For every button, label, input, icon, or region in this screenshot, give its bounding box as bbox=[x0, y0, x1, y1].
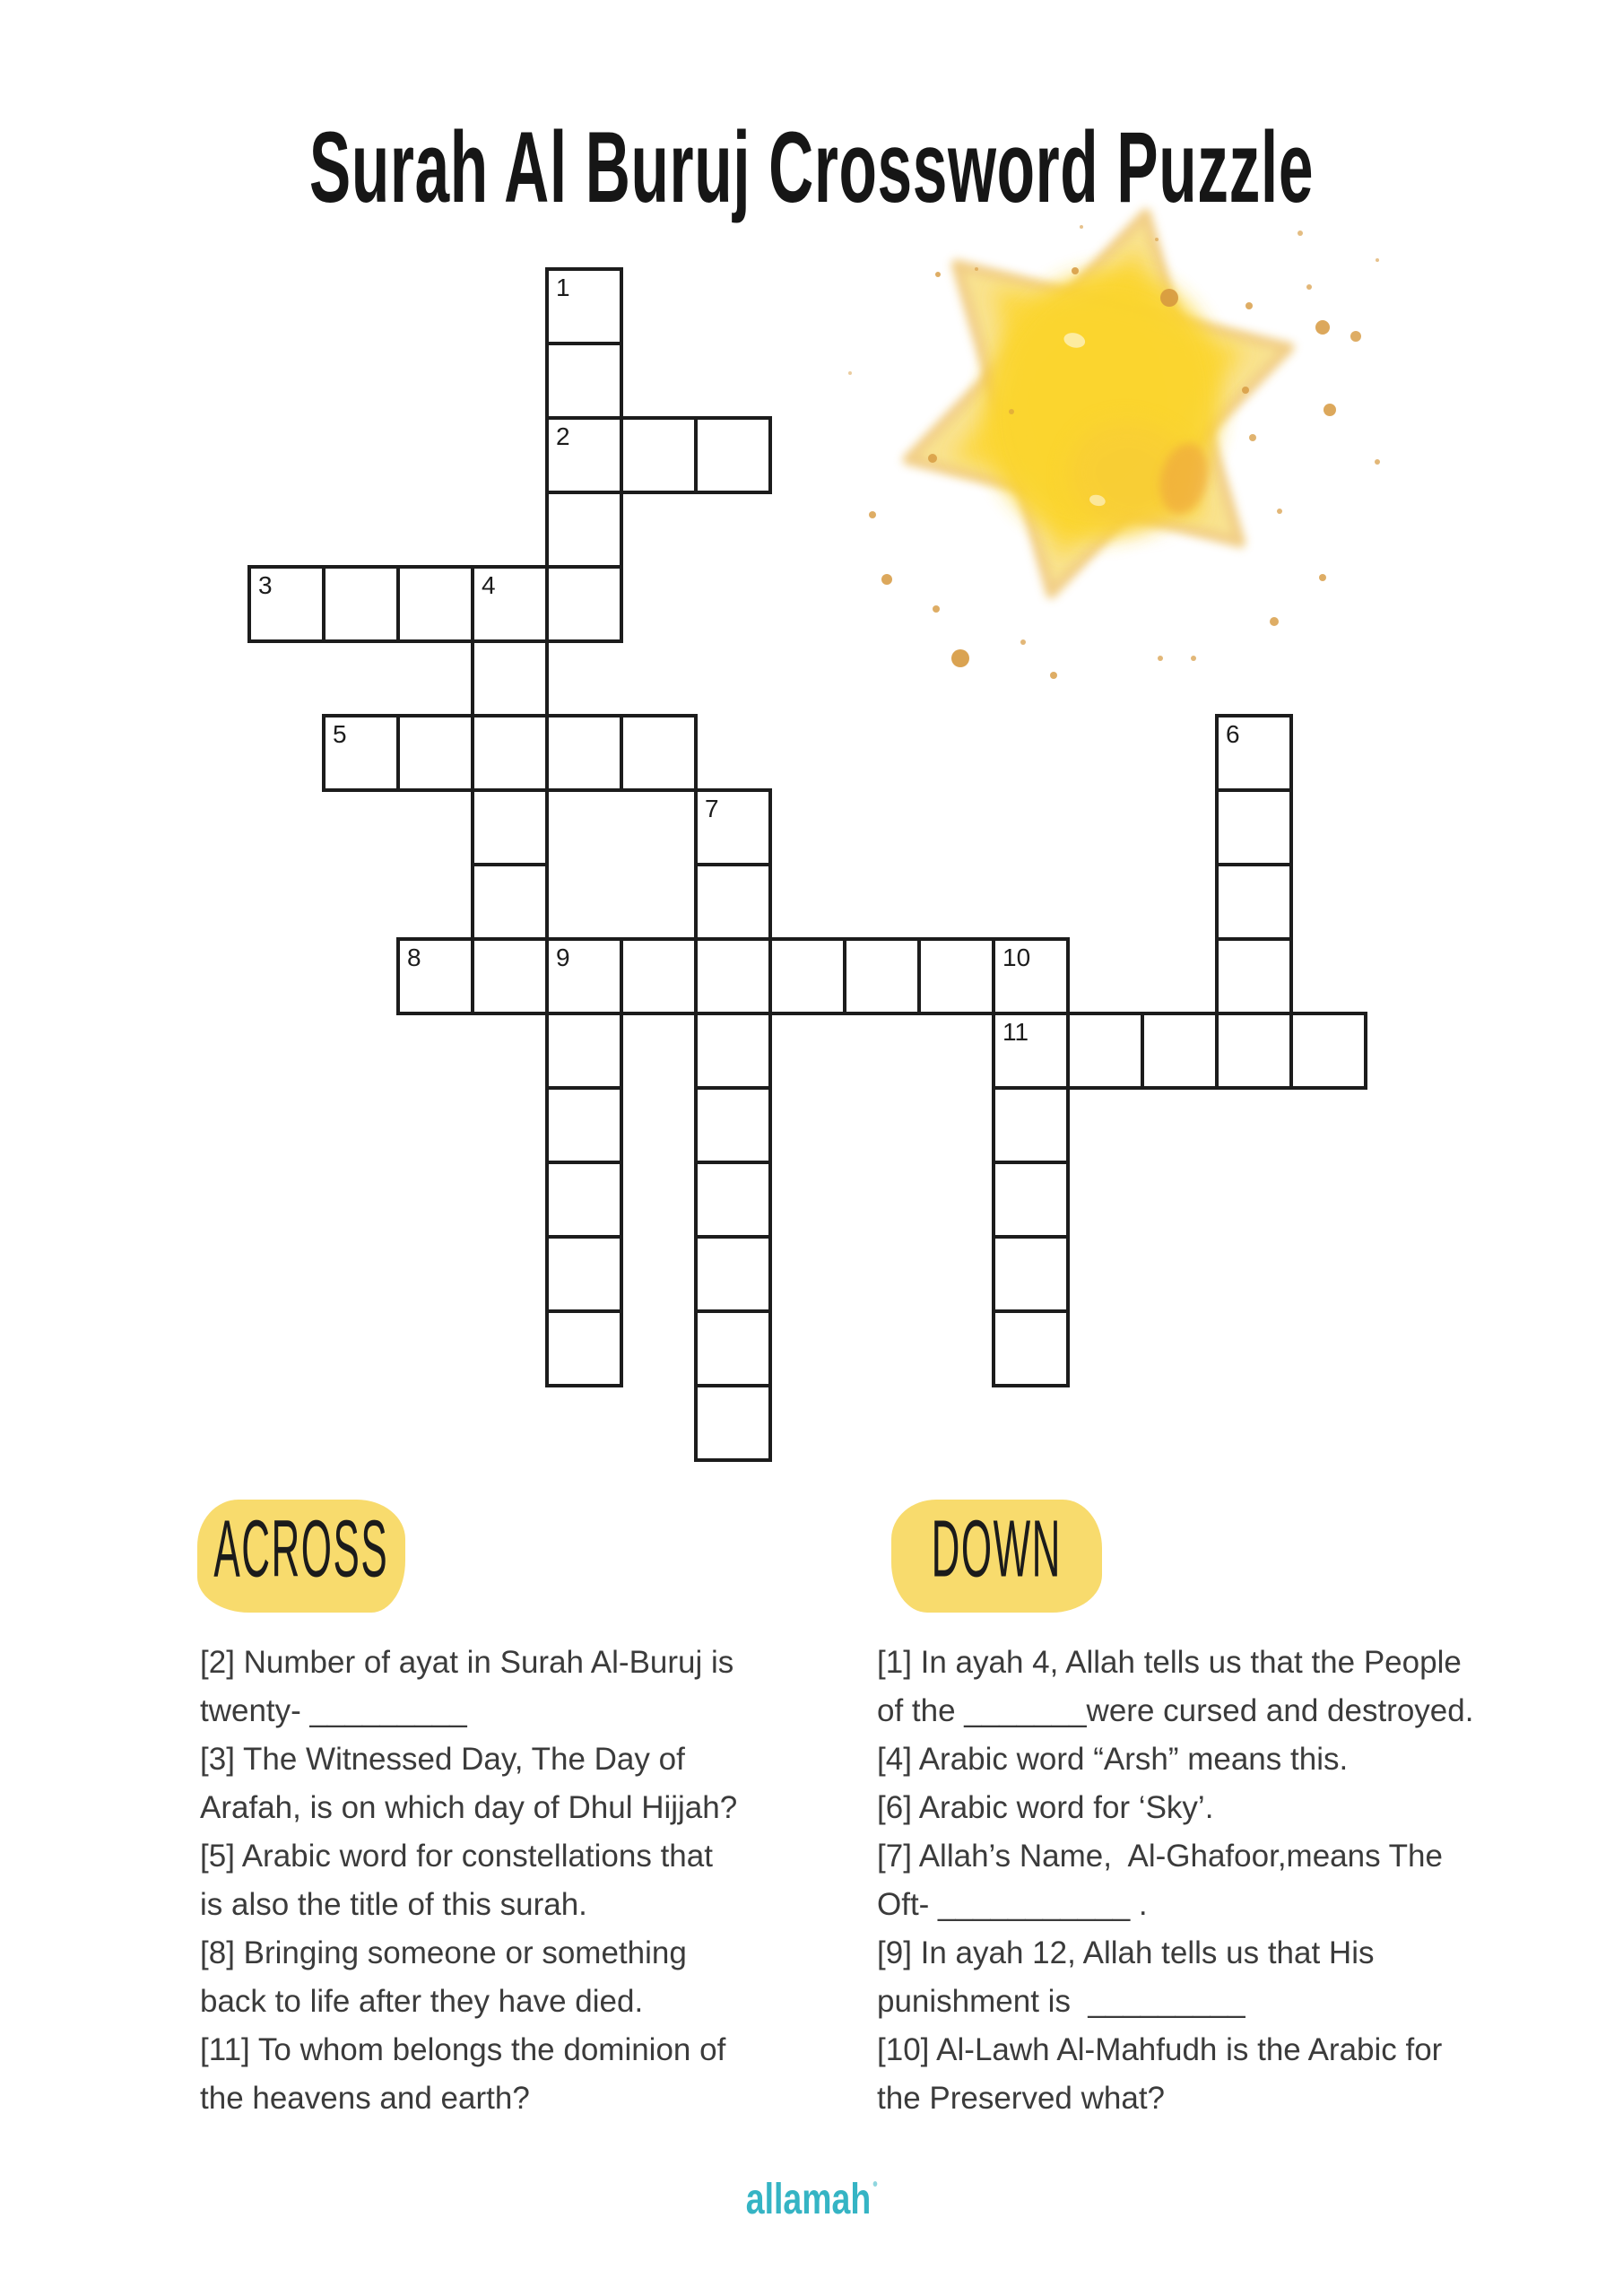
crossword-cell[interactable] bbox=[917, 937, 995, 1015]
crossword-cell[interactable] bbox=[471, 937, 549, 1015]
crossword-cell[interactable] bbox=[1141, 1012, 1219, 1090]
crossword-cell[interactable] bbox=[471, 714, 549, 792]
allamah-logo-text: allamah bbox=[745, 2176, 872, 2223]
crossword-cell[interactable] bbox=[471, 565, 549, 643]
crossword-cell[interactable] bbox=[545, 416, 623, 494]
crossword-cell[interactable] bbox=[545, 267, 623, 345]
allamah-logo bbox=[178, 2175, 1445, 2224]
crossword-cell[interactable] bbox=[1215, 863, 1293, 941]
clue-line: [9] In ayah 12, Allah tells us that His bbox=[877, 1935, 1375, 1970]
clue-6-down bbox=[877, 1784, 1473, 1832]
clue-line: Oft- ___________ . bbox=[877, 1887, 1148, 1922]
cell-number: 6 bbox=[1226, 720, 1240, 748]
crossword-cell[interactable] bbox=[843, 937, 921, 1015]
clue-line: [11] To whom belongs the dominion of bbox=[200, 2032, 726, 2067]
clue-line: [6] Arabic word for ‘Sky’. bbox=[877, 1790, 1214, 1825]
clue-line: [7] Allah’s Name, Al-Ghafoor,means The bbox=[877, 1839, 1443, 1874]
clue-5-across bbox=[200, 1832, 737, 1929]
crossword-cell[interactable] bbox=[1215, 937, 1293, 1015]
crossword-cell[interactable] bbox=[322, 714, 400, 792]
clue-line: of the _______were cursed and destroyed. bbox=[877, 1693, 1474, 1728]
crossword-cell[interactable] bbox=[1289, 1012, 1367, 1090]
cell-number: 3 bbox=[258, 571, 273, 599]
crossword-cell[interactable] bbox=[1215, 1012, 1293, 1090]
clue-9-down bbox=[877, 1929, 1473, 2026]
clue-line: [1] In ayah 4, Allah tells us that the People bbox=[877, 1645, 1462, 1680]
across-badge bbox=[197, 1500, 405, 1613]
crossword-cell[interactable] bbox=[471, 788, 549, 866]
across-clues-list bbox=[200, 1639, 737, 2123]
crossword-cell[interactable] bbox=[396, 937, 474, 1015]
crossword-cell[interactable] bbox=[694, 1235, 772, 1313]
crossword-cell[interactable] bbox=[694, 1309, 772, 1387]
crossword-cell[interactable] bbox=[1066, 1012, 1144, 1090]
crossword-cell[interactable] bbox=[545, 1012, 623, 1090]
crossword-cell[interactable] bbox=[545, 714, 623, 792]
cell-number: 1 bbox=[556, 274, 570, 301]
crossword-cell[interactable] bbox=[545, 1086, 623, 1164]
clue-line: Arafah, is on which day of Dhul Hijjah? bbox=[200, 1790, 738, 1825]
clue-line: punishment is _________ bbox=[877, 1984, 1245, 2019]
crossword-cell[interactable] bbox=[545, 342, 623, 420]
crossword-cell[interactable] bbox=[694, 1012, 772, 1090]
cell-number: 8 bbox=[407, 944, 421, 971]
logo-trademark-dot bbox=[873, 2181, 878, 2187]
crossword-cell[interactable] bbox=[620, 937, 698, 1015]
cell-number: 11 bbox=[1002, 1018, 1029, 1046]
crossword-cell[interactable] bbox=[545, 937, 623, 1015]
crossword-cell[interactable] bbox=[620, 416, 698, 494]
clue-line: [8] Bringing someone or something bbox=[200, 1935, 687, 1970]
clue-line: the heavens and earth? bbox=[200, 2081, 530, 2116]
crossword-cell[interactable] bbox=[396, 714, 474, 792]
crossword-cell[interactable] bbox=[545, 1235, 623, 1313]
clue-10-down bbox=[877, 2026, 1473, 2123]
clue-line: twenty- _________ bbox=[200, 1693, 467, 1728]
crossword-cell[interactable] bbox=[768, 937, 846, 1015]
clue-line: back to life after they have died. bbox=[200, 1984, 644, 2019]
crossword-cell[interactable] bbox=[471, 863, 549, 941]
down-badge-label: DOWN bbox=[931, 1503, 1063, 1594]
clue-line: [5] Arabic word for constellations that bbox=[200, 1839, 713, 1874]
crossword-cell[interactable] bbox=[992, 1235, 1070, 1313]
crossword-cell[interactable] bbox=[545, 491, 623, 569]
crossword-cell[interactable] bbox=[247, 565, 325, 643]
crossword-cell[interactable] bbox=[471, 639, 549, 718]
cell-number: 2 bbox=[556, 422, 570, 450]
clue-4-down bbox=[877, 1735, 1473, 1784]
crossword-cell[interactable] bbox=[694, 863, 772, 941]
clue-11-across bbox=[200, 2026, 737, 2123]
crossword-cell[interactable] bbox=[694, 937, 772, 1015]
crossword-cell[interactable] bbox=[694, 1161, 772, 1239]
clue-line: [10] Al-Lawh Al-Mahfudh is the Arabic for bbox=[877, 2032, 1443, 2067]
cell-number: 5 bbox=[333, 720, 347, 748]
crossword-cell[interactable] bbox=[992, 937, 1070, 1015]
clue-8-across bbox=[200, 1929, 737, 2026]
clue-line: [3] The Witnessed Day, The Day of bbox=[200, 1742, 685, 1777]
cell-number: 9 bbox=[556, 944, 570, 971]
crossword-cell[interactable] bbox=[694, 1384, 772, 1462]
cell-number: 10 bbox=[1002, 944, 1031, 971]
clue-line: [2] Number of ayat in Surah Al-Buruj is bbox=[200, 1645, 734, 1680]
clue-line: [4] Arabic word “Arsh” means this. bbox=[877, 1742, 1349, 1777]
crossword-cell[interactable] bbox=[1215, 788, 1293, 866]
crossword-cell[interactable] bbox=[322, 565, 400, 643]
crossword-cell[interactable] bbox=[992, 1012, 1070, 1090]
crossword-cell[interactable] bbox=[992, 1161, 1070, 1239]
clue-1-down bbox=[877, 1639, 1473, 1735]
clue-7-down bbox=[877, 1832, 1473, 1929]
crossword-cell[interactable] bbox=[396, 565, 474, 643]
crossword-cell[interactable] bbox=[992, 1086, 1070, 1164]
down-clues-list bbox=[877, 1639, 1473, 2123]
star-watercolor-illustration bbox=[834, 126, 1390, 718]
page-title: Surah Al Buruj Crossword Puzzle bbox=[308, 111, 1315, 223]
crossword-cell[interactable] bbox=[694, 416, 772, 494]
clue-line: the Preserved what? bbox=[877, 2081, 1166, 2116]
down-badge bbox=[891, 1500, 1102, 1613]
crossword-cell[interactable] bbox=[620, 714, 698, 792]
crossword-cell[interactable] bbox=[545, 1161, 623, 1239]
crossword-cell[interactable] bbox=[992, 1309, 1070, 1387]
across-badge-label: ACROSS bbox=[213, 1503, 389, 1594]
crossword-cell[interactable] bbox=[545, 1309, 623, 1387]
star-shape bbox=[885, 172, 1312, 634]
crossword-cell[interactable] bbox=[545, 565, 623, 643]
clue-line: is also the title of this surah. bbox=[200, 1887, 587, 1922]
crossword-cell[interactable] bbox=[694, 1086, 772, 1164]
cell-number: 4 bbox=[482, 571, 496, 599]
crossword-cell[interactable] bbox=[1215, 714, 1293, 792]
clue-2-across bbox=[200, 1639, 737, 1735]
cell-number: 7 bbox=[705, 795, 719, 822]
clue-3-across bbox=[200, 1735, 737, 1832]
crossword-cell[interactable] bbox=[694, 788, 772, 866]
